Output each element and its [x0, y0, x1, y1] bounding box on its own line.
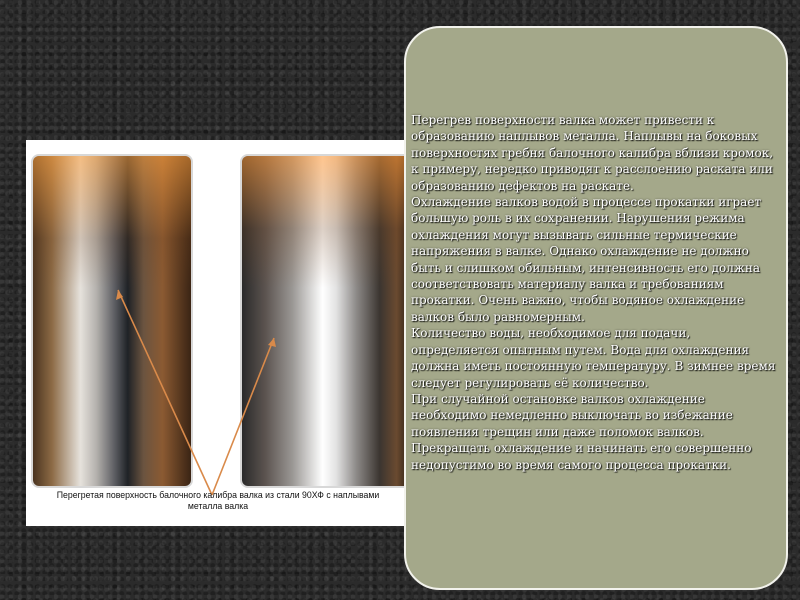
- paragraph-stopping-cooling: Прекращать охлаждение и начинать его совершенно недопустимо во время самого процесса прокатки.: [411, 441, 752, 472]
- roll-photo-figure: [26, 140, 410, 526]
- arrow-left: [118, 290, 212, 495]
- text-panel: [404, 26, 788, 590]
- paragraph-accidental-stop: При случайной остановке валков охлаждение необходимо немедленно выключать во избежание появления трещин или даже поломок валков.: [411, 391, 733, 439]
- paragraph-water-amount: Количество воды, необходимое для подачи, определяется опытным путем. Вода для охлаждения должна иметь постоянную температуру. В зимнее время следует регулировать её количество.: [411, 326, 776, 390]
- body-text: [411, 112, 780, 473]
- pointer-arrows: [26, 140, 410, 526]
- arrow-right: [212, 338, 274, 495]
- paragraph-water-cooling: Охлаждение валков водой в процессе прокатки играет большую роль в их сохранении. Нарушения режима охлаждения могут вызывать сильные термические напряжения в валке. Однако охлаждение не должно быть и слишком обильным, интенсивность его должна соответствовать материалу валка и требованиям прокатки. Очень важно, чтобы водяное охлаждение валков было равномерным.: [411, 195, 762, 324]
- arrowhead-right: [268, 338, 276, 347]
- photo-caption: Перегретая поверхность балочного калибра валка из стали 90ХФ с наплывами металла валка: [56, 490, 380, 512]
- paragraph-overheating: Перегрев поверхности валка может привести к образованию наплывов металла. Наплывы на боковых поверхностях гребня балочного калибра вблизи кромок, к примеру, нередко приводят к расслоению раската или образованию дефектов на раскате.: [411, 113, 774, 193]
